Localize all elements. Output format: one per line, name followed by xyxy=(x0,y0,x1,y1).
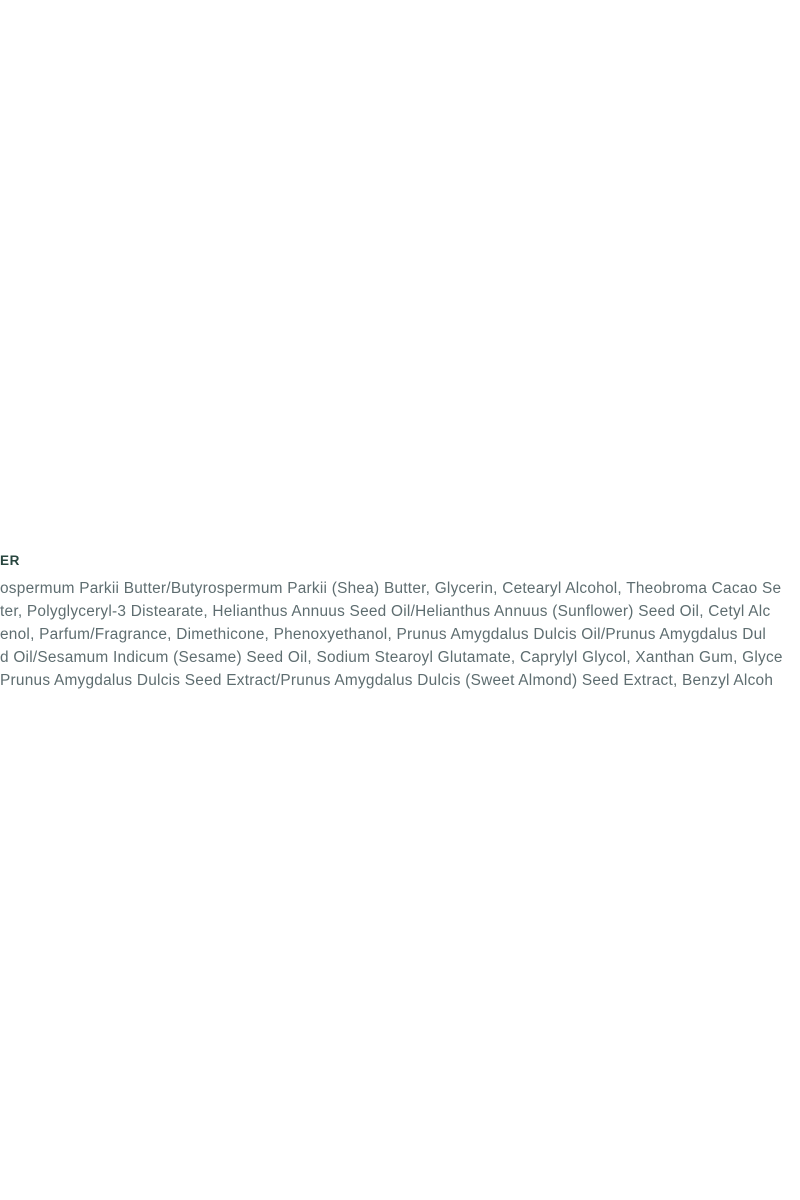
ingredients-line: Prunus Amygdalus Dulcis Seed Extract/Prunus Amygdalus Dulcis (Sweet Almond) Seed Extract, Benzyl Alcoh xyxy=(0,672,774,689)
ingredients-section xyxy=(0,552,800,692)
ingredients-heading: ER xyxy=(0,553,20,568)
ingredients-list xyxy=(0,577,800,692)
ingredients-line: ter, Polyglyceryl-3 Distearate, Helianthus Annuus Seed Oil/Helianthus Annuus (Sunflower) Seed Oil, Cetyl Alc xyxy=(0,603,771,620)
ingredients-line: ospermum Parkii Butter/Butyrospermum Parkii (Shea) Butter, Glycerin, Cetearyl Alcohol, Theobroma Cacao Se xyxy=(0,580,782,597)
ingredients-line: d Oil/Sesamum Indicum (Sesame) Seed Oil, Sodium Stearoyl Glutamate, Caprylyl Glycol, Xanthan Gum, Glyce xyxy=(0,649,783,666)
ingredients-line: enol, Parfum/Fragrance, Dimethicone, Phenoxyethanol, Prunus Amygdalus Dulcis Oil/Prunus Amygdalus Dul xyxy=(0,626,767,643)
